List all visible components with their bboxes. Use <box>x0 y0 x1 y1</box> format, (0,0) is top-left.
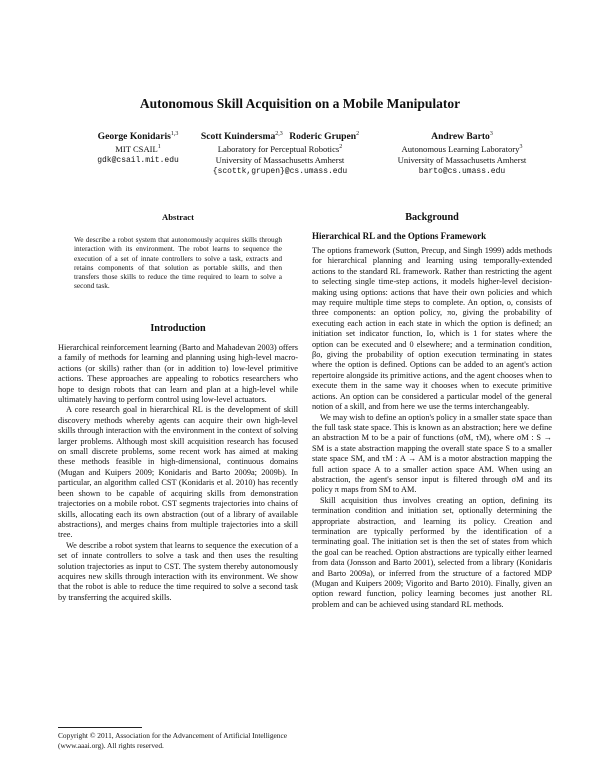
paragraph: Hierarchical reinforcement learning (Barto and Mahadevan 2003) offers a family of methods for learning and planning using high-level macro-actions (or skills) rather than (or in addition to) low-level primitive actions. These approaches are appealing to robotics researchers who hope to design robots that can learn and plan at a high-level while ultimately having to perform control using low-level actuators. <box>58 343 298 405</box>
author-name: Scott Kuindersma <box>200 130 276 142</box>
paper-title: Autonomous Skill Acquisition on a Mobile Manipulator <box>139 96 461 111</box>
footnote-rule <box>58 727 142 728</box>
author-name: George Konidaris <box>97 130 171 142</box>
paragraph: A core research goal in hierarchical RL is the development of skill discovery methods whereby agents can acquire their own high-level skills through interaction with the environment in the context of solving larger problems. Although most skill acquisition research has focused on small discrete problems, some recent work has aimed at making these methods feasible in high-dimensional, continuous domains (Mugan and Kuipers 2009; Konidaris and Barto 2009a; 2009b). In particular, an algorithm called CST (Konidaris et al. 2010) has recently been shown to be capable of acquiring skills from demonstration trajectories on a mobile robot. CST segments trajectories into chains of skills, allocating each its own abstraction (out of a library of available abstractions), and merges chains from multiple trajectories into a skill tree. <box>58 405 298 540</box>
copyright-notice: Copyright © 2011, Association for the Advancement of Artificial Intelligence (www.aaai.org). All rights reserved. <box>58 731 288 750</box>
abstract-text: We describe a robot system that autonomously acquires skills through interaction with its environment. The robot learns to sequence the execution of a set of innate controllers to solve a task, extracts and retains components of that solution as portable skills, and then transfers those skills to reduce the time required to learn to solve a second task. <box>74 235 282 291</box>
paragraph: Skill acquisition thus involves creating an option, defining its termination condition and initiation set, optionally determining the appropriate abstraction, and learning its policy. Creation and termination are typically performed by the identification of a terminating goal. The initiation set is then the set of states from which the goal can be reached. Option abstractions are typically either learned from data (Jonsson and Barto 2001), selected from a library (Konidaris and Barto 2009a), or inferred from the structure of a factored MDP (Mugan and Kuipers 2009; Vigorito and Barto 2010). Finally, given an option reward function, policy learning becomes just another RL problem and can be achieved using standard RL methods. <box>312 495 552 609</box>
author-affiliation: MIT CSAIL <box>115 143 158 154</box>
author-affiliation: Laboratory for Perceptual Robotics <box>217 143 340 154</box>
paragraph: The options framework (Sutton, Precup, and Singh 1999) adds methods for hierarchical planning and learning using temporally-extended actions to the standard RL framework. Rather than restricting the agent to selecting single time-step actions, it models higher-level decision-making using options: actions that have their own policies and which may require multiple time steps to complete. An option, o, consists of three components: an option policy, πo, giving the probability of executing each action in each state in which the option is defined; an initiation set indicator function, Io, which is 1 for states where the option can be executed and 0 elsewhere; and a termination condition, βo, giving the probability of option execution terminating in states where the option is defined. Options can be added to an agent's action repertoire alongside its primitive actions, and the agent chooses when to execute them in the same way it chooses when to execute primitive actions. An option can be considered a particular model of the general notion of a skill, and from here we use the terms interchangeably. <box>312 246 552 412</box>
author-email: {scottk,grupen}@cs.umass.edu <box>212 167 348 177</box>
author-email: gdk@csail.mit.edu <box>97 156 179 166</box>
author-name: Andrew Barto <box>431 130 490 142</box>
author-affiliation: Autonomous Learning Laboratory <box>401 143 520 154</box>
author-block <box>0 129 600 181</box>
background-heading: Background <box>405 212 459 223</box>
abstract-heading: Abstract <box>162 212 194 222</box>
introduction-text <box>58 343 298 603</box>
paragraph: We may wish to define an option's policy in a smaller state space than the full task state space. This is known as an abstraction; here we define an abstraction M to be a pair of functions (σM, τM), where σM : S → SM is a state abstraction mapping the overall state space S to a smaller state space SM, and τM : A → AM is a motor abstraction mapping the full action space A to a smaller action space AM. When using an abstraction, the agent's sensor input is filtered through σM and its policy π maps from SM to AM. <box>312 412 552 495</box>
paragraph: We describe a robot system that learns to sequence the execution of a set of innate controllers to solve a task and then uses the resulting solution trajectories as input to CST. The system thereby autonomously acquires new skills through interaction with its environment. We show that the robot is able to reduce the time required to solve a second task by transferring the acquired skills. <box>58 540 298 602</box>
author-affiliation: University of Massachusetts Amherst <box>215 155 345 166</box>
author-konidaris: George Konidaris$^{1,3}$ MIT CSAIL$^1$ gdk@csail.mit.edu <box>88 129 188 166</box>
introduction-heading: Introduction <box>150 323 206 334</box>
author-name: Roderic Grupen <box>289 130 357 142</box>
background-subheading: Hierarchical RL and the Options Framework <box>312 231 487 241</box>
author-kuindersma-grupen: Scott Kuindersma$^{2,3}$ Roderic Grupen$^2$ Laboratory for Perceptual Robotics$^2$ University of Massachusetts Amherst {scottk,grupen}@cs.umass.edu <box>200 130 360 177</box>
author-barto: Andrew Barto$^3$ Autonomous Learning Laboratory$^3$ University of Massachusetts Amherst barto@cs.umass.edu <box>382 129 542 178</box>
background-text <box>312 246 552 610</box>
author-affiliation: University of Massachusetts Amherst <box>397 155 527 166</box>
author-email: barto@cs.umass.edu <box>418 167 506 177</box>
